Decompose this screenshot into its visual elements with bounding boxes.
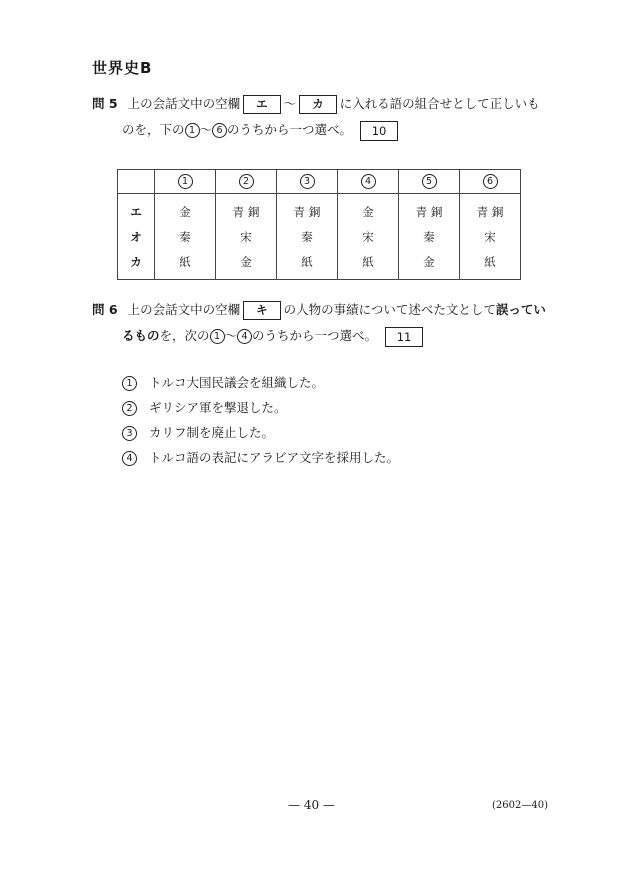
q5-text-d: のうちから一つ選べ。 [227, 122, 353, 137]
q5-text-b: に入れる語の組合せとして正しいも [339, 96, 540, 111]
table-cell: 宋 [216, 224, 277, 249]
table-cell: 青 銅 [399, 194, 460, 225]
table-row [118, 224, 521, 249]
page-number: — 40 — [288, 798, 335, 812]
table-cell: 青 銅 [460, 194, 521, 225]
q5-line-1 [92, 94, 540, 114]
option-item[interactable] [122, 398, 287, 416]
q6-range-end: 4 [237, 329, 252, 344]
q6-text-c: を，次の [159, 328, 210, 343]
option-text: トルコ大国民議会を組織した。 [149, 375, 325, 390]
table-col-header: 4 [338, 170, 399, 194]
option-item[interactable] [122, 373, 324, 391]
table-col-header: 3 [277, 170, 338, 194]
q6-line-2 [122, 326, 423, 347]
table-cell: 秦 [277, 224, 338, 249]
table-cell: 金 [399, 249, 460, 280]
option-item[interactable] [122, 448, 399, 466]
q6-emphasis-2: るもの [122, 328, 160, 343]
table-row [118, 249, 521, 280]
q5-blank-start: エ [243, 95, 281, 114]
choices-table [117, 169, 521, 280]
table-row-label: オ [118, 224, 155, 249]
table-cell: 紙 [338, 249, 399, 280]
table-col-header: 2 [216, 170, 277, 194]
option-number: 3 [122, 426, 137, 441]
q6-blank: キ [243, 301, 281, 320]
table-cell: 紙 [460, 249, 521, 280]
table-corner [118, 170, 155, 194]
option-text: カリフ制を廃止した。 [149, 425, 275, 440]
q5-number: 問 5 [92, 96, 118, 111]
option-item[interactable] [122, 423, 274, 441]
table-col-header: 1 [155, 170, 216, 194]
option-text: トルコ語の表記にアラビア文字を採用した。 [149, 450, 400, 465]
q6-range-tilde: 〜 [224, 328, 238, 343]
table-row [118, 194, 521, 225]
q5-line-2 [122, 120, 398, 141]
q5-range-end: 6 [212, 123, 227, 138]
option-number: 1 [122, 376, 137, 391]
q6-text-a: 上の会話文中の空欄 [127, 302, 241, 317]
q5-range-start: 1 [185, 123, 200, 138]
q5-text-a: 上の会話文中の空欄 [127, 96, 241, 111]
q5-text-c: のを，下の [122, 122, 185, 137]
subject-title: 世界史B [92, 59, 153, 77]
table-cell: 青 銅 [216, 194, 277, 225]
q5-range-tilde: 〜 [199, 122, 213, 137]
q6-answer-box[interactable]: 11 [385, 327, 423, 347]
q6-number: 問 6 [92, 302, 118, 317]
table-cell: 宋 [338, 224, 399, 249]
option-number: 4 [122, 451, 137, 466]
option-text: ギリシア軍を撃退した。 [149, 400, 287, 415]
table-cell: 紙 [155, 249, 216, 280]
table-col-header: 6 [460, 170, 521, 194]
table-cell: 青 銅 [277, 194, 338, 225]
table-cell: 宋 [460, 224, 521, 249]
q6-text-d: のうちから一つ選べ。 [252, 328, 378, 343]
q6-line-1 [92, 300, 546, 320]
q6-text-b: の人物の事績について述べた文として [283, 302, 496, 317]
q5-tilde: 〜 [283, 96, 297, 111]
q6-emphasis-1: 誤ってい [495, 302, 546, 317]
q5-answer-box[interactable]: 10 [360, 121, 398, 141]
table-col-header: 5 [399, 170, 460, 194]
table-row-label: カ [118, 249, 155, 280]
option-number: 2 [122, 401, 137, 416]
page-code: (2602—40) [492, 800, 548, 811]
table-cell: 金 [338, 194, 399, 225]
table-cell: 秦 [155, 224, 216, 249]
table-cell: 秦 [399, 224, 460, 249]
table-header-row [118, 170, 521, 194]
table-cell: 金 [216, 249, 277, 280]
q5-blank-end: カ [299, 95, 337, 114]
q6-range-start: 1 [210, 329, 225, 344]
table-cell: 金 [155, 194, 216, 225]
table-cell: 紙 [277, 249, 338, 280]
table-row-label: エ [118, 194, 155, 225]
